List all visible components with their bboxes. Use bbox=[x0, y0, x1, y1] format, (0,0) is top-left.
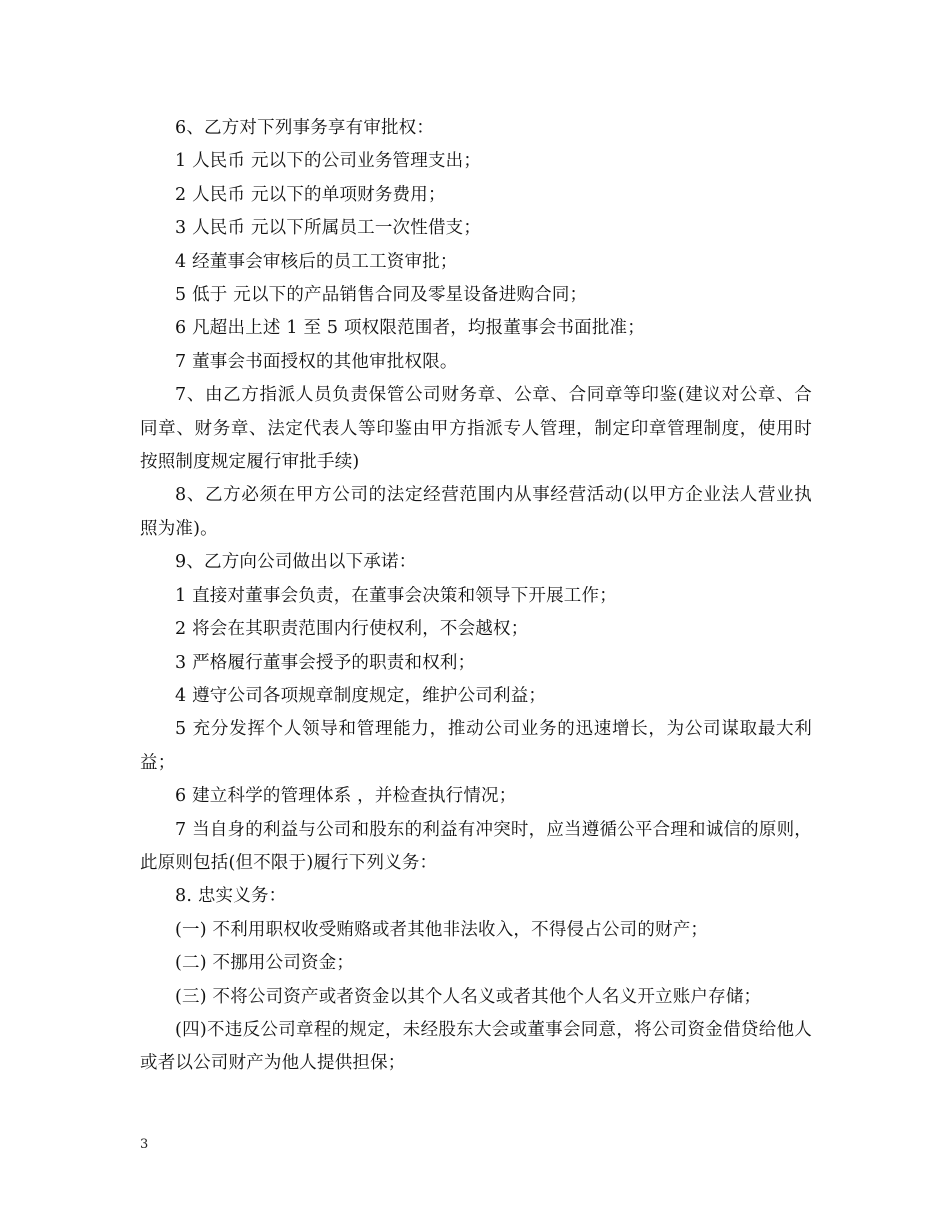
paragraph-approval-item-3: 3 人民币 元以下所属员工一次性借支； bbox=[175, 218, 482, 239]
paragraph-loyalty-duty-2: (二) 不挪用公司资金； bbox=[175, 953, 355, 974]
paragraph-loyalty-duty-heading: 8. 忠实义务： bbox=[175, 886, 287, 907]
paragraph-commitment-4: 4 遵守公司各项规章制度规定，维护公司利益； bbox=[175, 685, 547, 706]
paragraph-approval-item-6: 6 凡超出上述 1 至 5 项权限范围者，均报董事会书面批准； bbox=[175, 318, 645, 339]
page-number: 3 bbox=[140, 1137, 149, 1152]
paragraph-loyalty-duty-4: (四)不违反公司章程的规定，未经股东大会或董事会同意，将公司资金借贷给他人或者以公司财产为他人提供担保； bbox=[140, 1019, 812, 1074]
paragraph-approval-item-4: 4 经董事会审核后的员工工资审批； bbox=[175, 251, 458, 272]
paragraph-approval-item-1: 1 人民币 元以下的公司业务管理支出； bbox=[175, 151, 482, 172]
paragraph-loyalty-duty-3: (三) 不将公司资产或者资金以其个人名义或者其他个人名义开立账户存储； bbox=[175, 986, 762, 1007]
paragraph-seal-custody: 7、由乙方指派人员负责保管公司财务章、公章、合同章等印鉴(建议对公章、合同章、财务章、法定代表人等印鉴由甲方指派专人管理，制定印章管理制度，使用时按照制度规定履行审批手续) bbox=[140, 385, 812, 473]
paragraph-loyalty-duty-1: (一) 不利用职权收受贿赂或者其他非法收入，不得侵占公司的财产； bbox=[175, 919, 709, 940]
paragraph-commitment-5: 5 充分发挥个人领导和管理能力，推动公司业务的迅速增长，为公司谋取最大利益； bbox=[140, 719, 812, 773]
paragraph-commitment-3: 3 严格履行董事会授予的职责和权利； bbox=[175, 652, 476, 673]
paragraph-approval-rights-heading: 6、乙方对下列事务享有审批权： bbox=[175, 118, 435, 138]
paragraph-commitment-6: 6 建立科学的管理体系 ，并检查执行情况； bbox=[175, 786, 517, 807]
document-body bbox=[140, 112, 812, 1081]
paragraph-commitment-1: 1 直接对董事会负责，在董事会决策和领导下开展工作； bbox=[175, 585, 617, 606]
paragraph-commitment-7: 7 当自身的利益与公司和股东的利益有冲突时，应当遵循公平合理和诚信的原则，此原则包括(但不限于)履行下列义务： bbox=[140, 819, 812, 873]
paragraph-approval-item-7: 7 董事会书面授权的其他审批权限。 bbox=[175, 351, 458, 372]
paragraph-approval-item-5: 5 低于 元以下的产品销售合同及零星设备进购合同； bbox=[175, 285, 588, 306]
paragraph-commitments-heading: 9、乙方向公司做出以下承诺： bbox=[175, 552, 417, 573]
paragraph-approval-item-2: 2 人民币 元以下的单项财务费用； bbox=[175, 184, 446, 205]
paragraph-commitment-2: 2 将会在其职责范围内行使权利，不会越权； bbox=[175, 619, 529, 640]
paragraph-business-scope: 8、乙方必须在甲方公司的法定经营范围内从事经营活动(以甲方企业法人营业执照为准)。 bbox=[140, 485, 812, 539]
